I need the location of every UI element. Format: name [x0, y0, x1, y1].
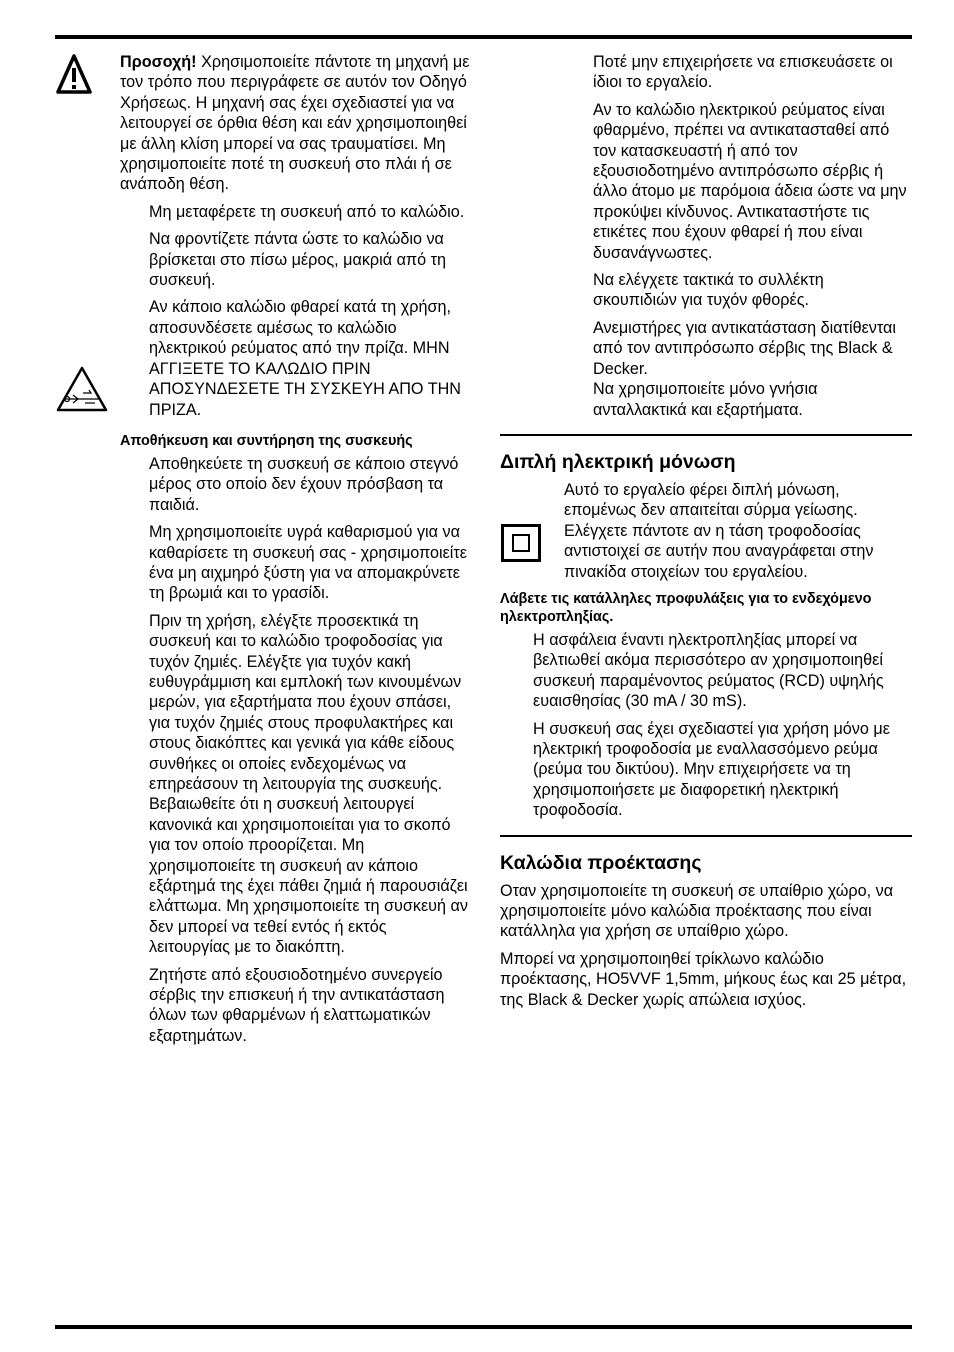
shock-heading: Λάβετε τις κατάλληλες προφυλάξεις για το ενδεχόμενο ηλεκτροπληξίας. — [500, 590, 872, 625]
insulation-heading: Διπλή ηλεκτρική μόνωση — [500, 450, 736, 473]
cable-replace-paragraph: Αν το καλώδιο ηλεκτρικού ρεύματος είναι φθαρμένο, πρέπει να αντικατασταθεί από τον κατασκευαστή ή από τον εξουσιοδοτημένο αντιπρόσωπο σέρβις ή άλλο άτομο με παρόμοια άδεια ώστε να μην προκύψει κίνδυνος. Αντικαταστήστε τις ετικέτες που έχουν φθαρεί ή που είναι δυσανάγνωστες. — [593, 100, 907, 262]
warning-paragraph — [120, 52, 470, 195]
warning-label: Προσοχή! — [120, 53, 197, 71]
storage-paragraph-2: Μη χρησιμοποιείτε υγρά καθαρισμού για να καθαρίσετε τη συσκευή σας - χρησιμοποιείτε ένα μη αιχμηρό ξύστη για να απομακρύνετε τη βρωμιά και το γρασίδι. — [149, 523, 468, 603]
section-rule — [500, 434, 912, 436]
section-rule — [500, 835, 912, 837]
warning-text: Χρησιμοποιείτε πάντοτε τη μηχανή με τον τρόπο που περιγράφετε σε αυτόν τον Οδηγό Χρήσεως. Η μηχανή σας έχει σχεδιαστεί για να λειτουργεί σε όρθια θέση και εάν χρησιμοποιηθεί με άλλη κλίση μπορεί να σας τραυματίσει. Μη χρησιμοποιείτε ποτέ τη συσκευή στο πλάι ή σε ανάποδη θέση. — [120, 53, 470, 194]
cable-damage-paragraph: Αν κάποιο καλώδιο φθαρεί κατά τη χρήση, αποσυνδέσετε αμέσως το καλώδιο ηλεκτρικού ρεύματος από την πρίζα. ΜΗΝ ΑΓΓΙΞΕΤΕ ΤΟ ΚΑΛΩΔΙΟ ΠΡΙΝ ΑΠΟΣΥΝΔΕΣΕΤΕ ΤΗ ΣΥΣΚΕΥΗ ΑΠΟ ΤΗΝ ΠΡΙΖΑ. — [149, 298, 461, 419]
storage-heading: Αποθήκευση και συντήρηση της συσκευής — [120, 432, 413, 449]
shock-paragraph-2: Η συσκευή σας έχει σχεδιαστεί για χρήση μόνο με ηλεκτρική τροφοδοσία με εναλλασσόμενο ρεύμα (ρεύμα του δικτύου). Μην επιχειρήσετε να τη χρησιμοποιήσετε με διαφορετική ηλεκτρική τροφοδοσία. — [533, 719, 890, 820]
repair-paragraph: Ποτέ μην επιχειρήσετε να επισκευάσετε οι ίδιοι το εργαλείο. — [593, 53, 893, 92]
parts-paragraph: Να χρησιμοποιείτε μόνο γνήσια ανταλλακτικά και εξαρτήματα. — [593, 380, 818, 419]
bottom-rule — [55, 1325, 912, 1329]
insulation-paragraph: Αυτό το εργαλείο φέρει διπλή μόνωση, επομένως δεν απαιτείται σύρμα γείωσης. Ελέγχετε πάντοτε αν η τάση τροφοδοσίας αντιστοιχεί σε αυτήν που αναγράφεται στην πινακίδα στοιχείων του εργαλείου. — [564, 480, 874, 581]
cable-position-paragraph: Να φροντίζετε πάντα ώστε το καλώδιο να βρίσκεται στο πίσω μέρος, μακριά από τη συσκευή. — [149, 230, 446, 290]
carry-paragraph: Μη μεταφέρετε τη συσκευή από το καλώδιο. — [149, 202, 465, 221]
shock-paragraph-1: Η ασφάλεια έναντι ηλεκτροπληξίας μπορεί να βελτιωθεί ακόμα περισσότερο αν χρησιμοποιηθεί συσκευή παραμένοντος ρεύματος (RCD) υψηλής ευαισθησίας (30 mA / 30 mS). — [533, 630, 884, 711]
storage-paragraph-4: Ζητήστε από εξουσιοδοτημένο συνεργείο σέρβις την επισκευή ή την αντικατάσταση όλων των φθαρμένων ή ελαττωματικών εξαρτημάτων. — [149, 965, 445, 1045]
storage-paragraph-1: Αποθηκεύετε τη συσκευή σε κάποιο στεγνό μέρος στο οποίο δεν έχουν πρόσβαση τα παιδιά. — [149, 454, 459, 514]
left-column — [120, 52, 470, 1053]
top-rule — [55, 35, 912, 39]
extension-paragraph-2: Μπορεί να χρησιμοποιηθεί τρίκλωνο καλώδιο προέκτασης, HO5VVF 1,5mm, μήκους έως και 25 μέτρα, της Black & Decker χωρίς απώλεια ισχύος. — [500, 949, 907, 1009]
collector-paragraph: Να ελέγχετε τακτικά το συλλέκτη σκουπιδιών για τυχόν φθορές. — [593, 271, 824, 310]
warning-triangle-icon — [55, 53, 93, 97]
right-column — [500, 52, 912, 1017]
storage-paragraph-3: Πριν τη χρήση, ελέγξτε προσεκτικά τη συσκευή και το καλώδιο τροφοδοσίας για τυχόν ζημιές. Ελέγξτε για τυχόν κακή ευθυγράμμιση και εμπλοκή των κινουμένων μερών, για εξαρτήματα που έχουν σπάσει, για τυχόν ζημιές στους προφυλακτήρες και στους διακόπτες και γενικά για κάθε είδους συνθήκες οι οποίες ενδεχομένως να επηρεάσουν τη λειτουργία της συσκευής. Βεβαιωθείτε ότι η συσκευή λειτουργεί κανονικά και χρησιμοποιείται για το σκοπό για τον οποίο προορίζεται. Μη χρησιμοποιείτε τη συσκευή αν κάποιο εξάρτημά της έχει πάθει ζημιά ή παρουσιάζει ελάττωμα. Μη χρησιμοποιείτε τη συσκευή αν δεν μπορεί να τεθεί εντός ή εκτός λειτουργίας με το διακόπτη. — [149, 611, 468, 957]
extension-paragraph-1: Οταν χρησιμοποιείτε τη συσκευή σε υπαίθριο χώρο, να χρησιμοποιείτε μόνο καλώδια προέκτασης που είναι κατάλληλα για χρήση σε υπαίθριο χώρο. — [500, 881, 894, 941]
extension-heading: Καλώδια προέκτασης — [500, 851, 702, 874]
fans-paragraph: Ανεμιστήρες για αντικατάσταση διατίθενται από τον αντιπρόσωπο σέρβις της Black & Decker. — [593, 318, 897, 378]
unplug-cable-icon — [55, 365, 109, 413]
